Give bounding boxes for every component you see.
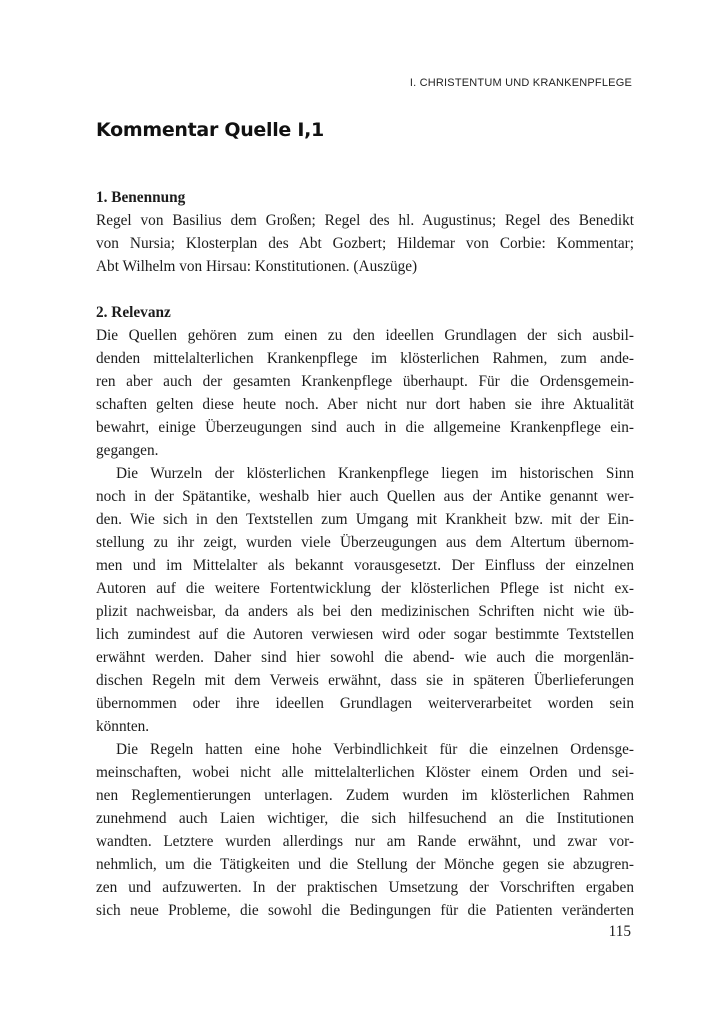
section-relevanz [96,301,634,922]
chapter-title: Kommentar Quelle I,1 [96,119,324,141]
text-line: bewahrt, einige Überzeugungen sind auch in die allgemeine Krankenpflege ein- [96,419,634,436]
text-line: von Nursia; Klosterplan des Abt Gozbert; Hildemar von Corbie: Kommentar; [96,235,634,252]
text-line: den. Wie sich in den Textstellen zum Umgang mit Krankheit bzw. mit der Ein- [96,511,634,528]
text-line: könnten. [96,718,150,735]
text-line: Die Quellen gehören zum einen zu den ideellen Grundlagen der sich ausbil- [96,327,634,344]
text-line: plizit nachweisbar, da anders als bei den medizinischen Schriften nicht wie üb- [96,603,634,620]
text-line: ren aber auch der gesamten Krankenpflege überhaupt. Für die Ordensgemein- [96,373,634,390]
text-line: sich neue Probleme, die sowohl die Bedingungen für die Patienten veränderten [96,902,634,919]
text-line: stellung zu ihr zeigt, wurden viele Überzeugungen aus dem Altertum übernom- [96,534,634,551]
text-line: nehmlich, um die Tätigkeiten und die Stellung der Mönche gegen sie abzugren- [96,856,634,873]
text-line: denden mittelalterlichen Krankenpflege im klösterlichen Rahmen, zum ande- [96,350,634,367]
text-line: noch in der Spätantike, weshalb hier auch Quellen aus der Antike genannt wer- [96,488,634,505]
section-heading: 1. Benennung [96,189,186,206]
text-line: men und im Mittelalter als bekannt vorausgesetzt. Der Einfluss der einzelnen [96,557,634,574]
page-number: 115 [608,923,631,940]
running-head: I. CHRISTENTUM UND KRANKENPFLEGE [409,77,632,89]
text-line: Die Wurzeln der klösterlichen Krankenpflege liegen im historischen Sinn [116,465,634,482]
text-line: Autoren auf die weitere Fortentwicklung der klösterlichen Pflege ist nicht ex- [96,580,634,597]
text-line: dischen Regeln mit dem Verweis erwähnt, dass sie in späteren Überlieferungen [96,672,634,689]
text-line: gegangen. [96,442,159,459]
text-line: schaften gelten diese heute noch. Aber nicht nur dort haben sie ihre Aktualität [96,396,634,413]
text-line: nen Reglementierungen unterlagen. Zudem wurden im klösterlichen Rahmen [96,787,634,804]
section-heading: 2. Relevanz [96,304,171,321]
text-line: lich zumindest auf die Autoren verwiesen wird oder sogar bestimmte Textstellen [96,626,634,643]
text-line: Abt Wilhelm von Hirsau: Konstitutionen. (Auszüge) [96,258,418,275]
text-line: Regel von Basilius dem Großen; Regel des hl. Augustinus; Regel des Benedikt [96,212,634,229]
text-line: zunehmend auch Laien wichtiger, die sich hilfesuchend an die Institutionen [96,810,634,827]
text-line: erwähnt werden. Daher sind hier sowohl die abend- wie auch die morgenlän- [96,649,634,666]
text-line: übernommen oder ihre ideellen Grundlagen weiterverarbeitet worden sein [96,695,634,712]
section-benennung [96,186,634,278]
text-line: zen und aufzuwerten. In der praktischen Umsetzung der Vorschriften ergaben [96,879,634,896]
text-line: wandten. Letztere wurden allerdings nur am Rande erwähnt, und zwar vor- [96,833,634,850]
text-line: Die Regeln hatten eine hohe Verbindlichkeit für die einzelnen Ordensge- [116,741,634,758]
text-line: meinschaften, wobei nicht alle mittelalterlichen Klöster einem Orden und sei- [96,764,634,781]
